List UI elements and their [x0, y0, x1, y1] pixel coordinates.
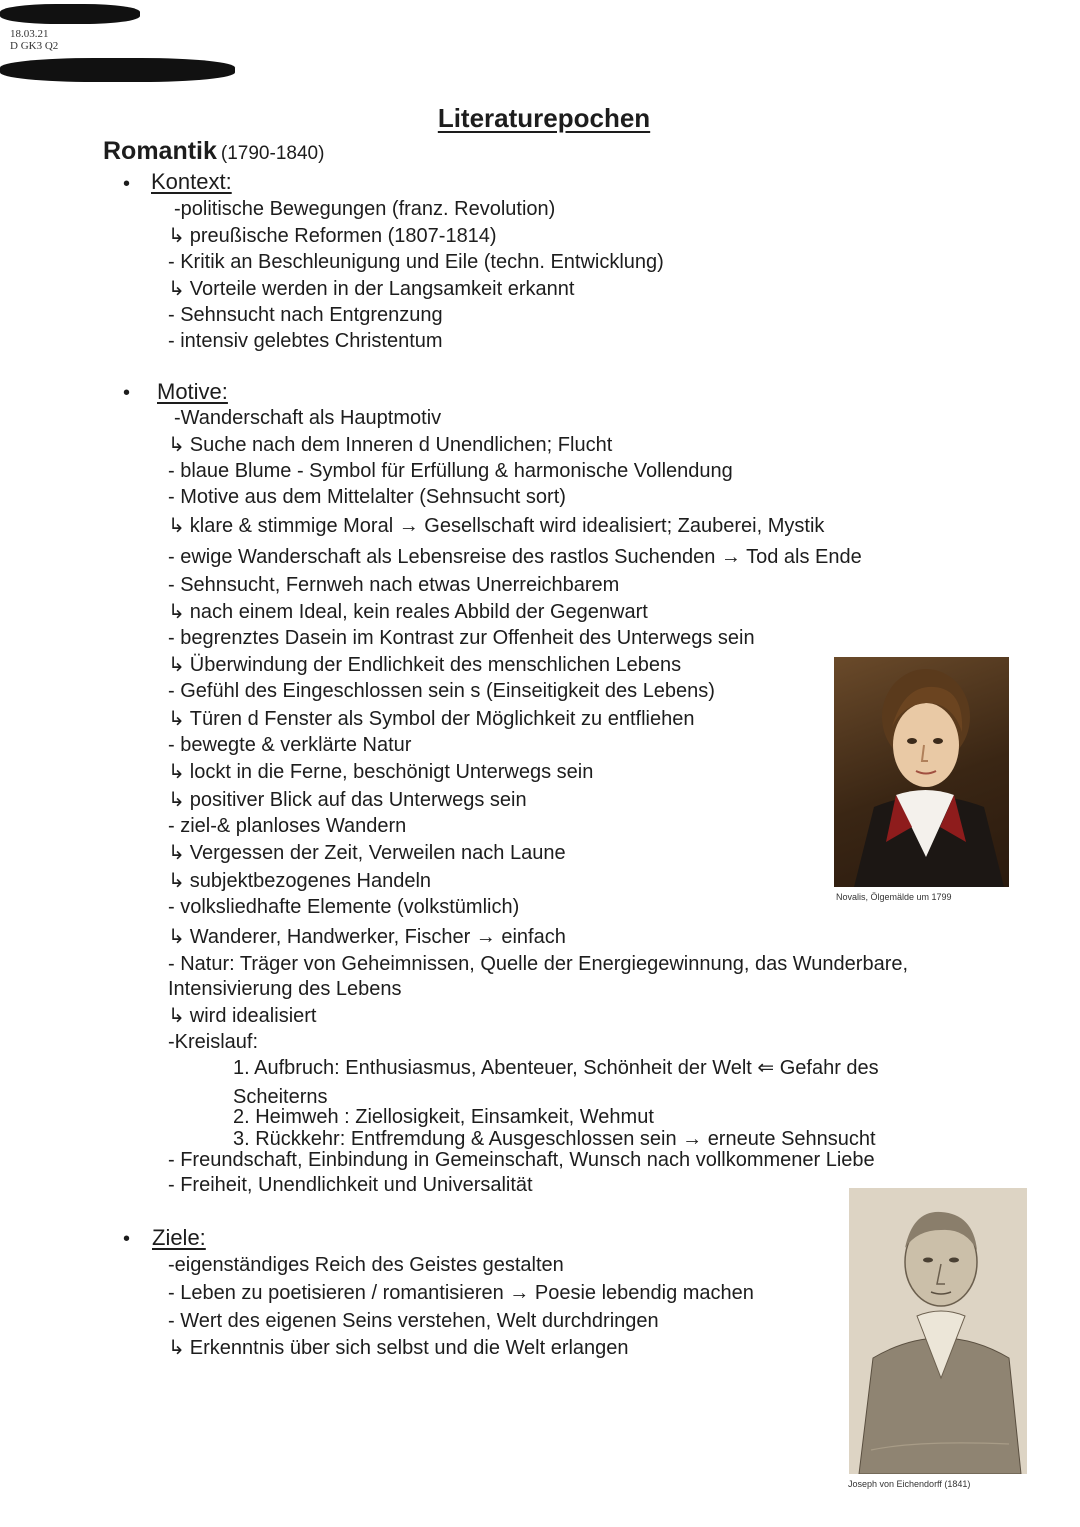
list-item: - Sehnsucht, Fernweh nach etwas Unerreichbarem — [168, 574, 620, 596]
list-item: - bewegte & verklärte Natur — [168, 734, 412, 756]
page-title: Literaturepochen — [437, 103, 651, 133]
list-item: - Motive aus dem Mittelalter (Sehnsucht sort) — [168, 486, 566, 508]
redaction-bottom — [0, 58, 235, 82]
sub-arrow-icon: ↳ — [168, 1335, 185, 1359]
header-course: D GK3 Q2 — [10, 40, 59, 52]
sub-arrow-icon: ↳ — [168, 759, 185, 783]
sub-arrow-icon: ↳ — [168, 868, 185, 892]
list-item: - Wert des eigenen Seins verstehen, Welt durchdringen — [168, 1310, 659, 1332]
portrait-illustration — [834, 657, 1009, 887]
list-item: - Sehnsucht nach Entgrenzung — [168, 304, 443, 326]
list-item: ↳ Suche nach dem Inneren d Unendlichen; Flucht — [168, 432, 613, 456]
list-item: ↳ Türen d Fenster als Symbol der Möglichkeit zu entfliehen — [168, 706, 695, 730]
sub-arrow-icon: ↳ — [168, 924, 185, 948]
list-item: - intensiv gelebtes Christentum — [168, 330, 443, 352]
epoch-heading — [103, 137, 324, 166]
eichendorff-portrait — [849, 1188, 1027, 1474]
eichendorff-caption: Joseph von Eichendorff (1841) — [848, 1479, 971, 1489]
list-item: - Leben zu poetisieren / romantisieren → Poesie lebendig machen — [168, 1282, 754, 1304]
list-item: - Kritik an Beschleunigung und Eile (techn. Entwicklung) — [168, 251, 664, 273]
sub-arrow-icon: ↳ — [168, 513, 185, 537]
list-item: - volksliedhafte Elemente (volkstümlich) — [168, 896, 520, 918]
list-item: ↳ subjektbezogenes Handeln — [168, 868, 432, 892]
list-item: 1. Aufbruch: Enthusiasmus, Abenteuer, Schönheit der Welt ⇐ Gefahr des — [233, 1057, 879, 1079]
list-item: ↳ Wanderer, Handwerker, Fischer → einfach — [168, 924, 566, 948]
sub-arrow-icon: ↳ — [168, 840, 185, 864]
list-item: - Freiheit, Unendlichkeit und Universalität — [168, 1174, 533, 1196]
list-item: ↳ preußische Reformen (1807-1814) — [168, 223, 497, 247]
list-item: - Gefühl des Eingeschlossen sein s (Einseitigkeit des Lebens) — [168, 680, 715, 702]
portrait-illustration — [849, 1188, 1027, 1474]
list-item: ↳ nach einem Ideal, kein reales Abbild der Gegenwart — [168, 599, 648, 623]
section-heading-motive: Motive: — [157, 379, 228, 404]
list-item: ↳ klare & stimmige Moral → Gesellschaft wird idealisiert; Zauberei, Mystik — [168, 513, 825, 537]
sub-arrow-icon: ↳ — [168, 787, 185, 811]
list-item: - blaue Blume - Symbol für Erfüllung & harmonische Vollendung — [168, 460, 733, 482]
sub-arrow-icon: ↳ — [168, 652, 185, 676]
sub-arrow-icon: ↳ — [168, 223, 185, 247]
list-item: ↳ lockt in die Ferne, beschönigt Unterwegs sein — [168, 759, 594, 783]
bullet: • — [123, 173, 131, 195]
list-item: -Kreislauf: — [168, 1031, 259, 1053]
header-date: 18.03.21 — [10, 28, 49, 40]
section-heading-ziele: Ziele: — [152, 1225, 206, 1250]
list-item: - Freundschaft, Einbindung in Gemeinschaft, Wunsch nach vollkommener Liebe — [168, 1149, 875, 1171]
bullet: • — [123, 382, 131, 404]
list-item: - begrenztes Dasein im Kontrast zur Offenheit des Unterwegs sein — [168, 627, 755, 649]
list-item: ↳ Überwindung der Endlichkeit des menschlichen Lebens — [168, 652, 682, 676]
list-item: Scheiterns — [233, 1086, 328, 1108]
epoch-name: Romantik — [103, 137, 217, 165]
sub-arrow-icon: ↳ — [168, 706, 185, 730]
bullet: • — [123, 1228, 131, 1250]
sub-arrow-icon: ↳ — [168, 1003, 185, 1027]
list-item: ↳ wird idealisiert — [168, 1003, 317, 1027]
sub-arrow-icon: ↳ — [168, 599, 185, 623]
list-item: - ziel-& planloses Wandern — [168, 815, 407, 837]
novalis-caption: Novalis, Ölgemälde um 1799 — [836, 892, 952, 902]
epoch-years: (1790-1840) — [220, 143, 325, 164]
list-item: 2. Heimweh : Ziellosigkeit, Einsamkeit, Wehmut — [233, 1106, 654, 1128]
note-header — [10, 28, 58, 52]
list-item: ↳ Erkenntnis über sich selbst und die Welt erlangen — [168, 1335, 629, 1359]
list-item: - Natur: Träger von Geheimnissen, Quelle der Energiegewinnung, das Wunderbare, — [168, 953, 909, 975]
list-item: ↳ positiver Blick auf das Unterwegs sein — [168, 787, 527, 811]
sub-arrow-icon: ↳ — [168, 276, 185, 300]
list-item: ↳ Vorteile werden in der Langsamkeit erkannt — [168, 276, 575, 300]
list-item: 3. Rückkehr: Entfremdung & Ausgeschlossen sein → erneute Sehnsucht — [233, 1128, 876, 1150]
redaction-top — [0, 4, 140, 24]
list-item: -politische Bewegungen (franz. Revolution) — [174, 198, 556, 220]
list-item: -eigenständiges Reich des Geistes gestalten — [168, 1254, 564, 1276]
sub-arrow-icon: ↳ — [168, 432, 185, 456]
list-item: - ewige Wanderschaft als Lebensreise des rastlos Suchenden → Tod als Ende — [168, 546, 862, 568]
list-item: Intensivierung des Lebens — [168, 978, 402, 1000]
list-item: ↳ Vergessen der Zeit, Verweilen nach Laune — [168, 840, 566, 864]
list-item: -Wanderschaft als Hauptmotiv — [174, 407, 442, 429]
novalis-portrait — [834, 657, 1009, 887]
section-heading-kontext: Kontext: — [151, 169, 232, 194]
